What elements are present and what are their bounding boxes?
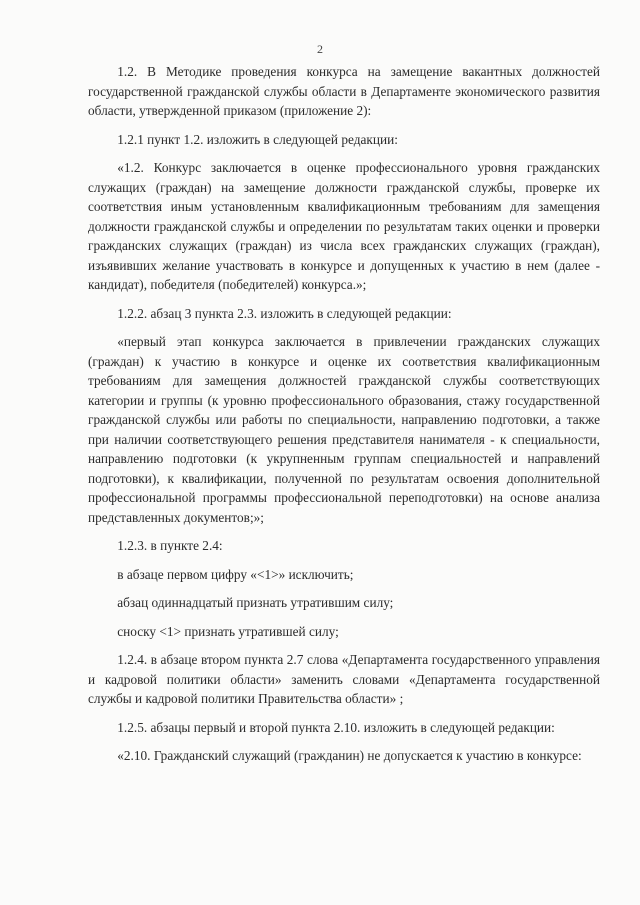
document-body: [88, 62, 600, 766]
paragraph-eleventh-void: абзац одиннадцатый признать утратившим силу;: [117, 595, 394, 610]
paragraph-quote-first-stage: «первый этап конкурса заключается в привлечении гражданских служащих (граждан) к участию в конкурсе и оценке их соответствия квалификационным требованиям для замещения должностей гражданской службы соответствующих категории и группы (к уровню профессионального образования, стажу государственной гражданской службы или работы по специальности, направлению подготовки, а также при наличии соответствующего решения представителя нанимателя - к специальности, направлению подготовки (к укрупненным группам специальностей и направлений подготовки), к квалификации, полученной по результатам освоения дополнительной профессиональной программы профессиональной переподготовки) на основе анализа представленных документов;»;: [88, 334, 600, 525]
paragraph-footnote-void: сноску <1> признать утратившей силу;: [117, 623, 339, 639]
paragraph-1-2: 1.2. В Методике проведения конкурса на замещение вакантных должностей государственной гражданской службы области в Департаменте экономического развития области, утвержденной приказом (приложение 2):: [88, 64, 600, 118]
paragraph-1-2-5: 1.2.5. абзацы первый и второй пункта 2.10. изложить в следующей редакции:: [117, 719, 555, 735]
paragraph-quote-2-10: «2.10. Гражданский служащий (гражданин) не допускается к участию в конкурсе:: [117, 748, 582, 763]
paragraph-1-2-3: 1.2.3. в пункте 2.4:: [117, 538, 223, 553]
paragraph-1-2-2: 1.2.2. абзац 3 пункта 2.3. изложить в следующей редакции:: [117, 305, 452, 321]
paragraph-quote-1-2: «1.2. Конкурс заключается в оценке профессионального уровня гражданских служащих (граждан) на замещение должности гражданской службы, проверке их соответствия иным установленным квалификационным требованиям для замещения должности гражданской службы и определении по результатам таких оценки и проверки гражданских служащих (граждан) из числа всех гражданских служащих (граждан), изъявивших желание участвовать в конкурсе и допущенных к участию в нем (далее - кандидат), победителя (победителей) конкурса.»;: [88, 160, 600, 292]
paragraph-1-2-1: 1.2.1 пункт 1.2. изложить в следующей редакции:: [117, 131, 398, 147]
paragraph-digit-removal: в абзаце первом цифру «<1>» исключить;: [117, 566, 354, 582]
page-number: 2: [317, 42, 323, 56]
paragraph-1-2-4: 1.2.4. в абзаце втором пункта 2.7 слова «Департамента государственного управления и кадровой политики области» заменить словами «Департамента государственной службы и кадровой политики Правительства области» ;: [88, 652, 600, 706]
